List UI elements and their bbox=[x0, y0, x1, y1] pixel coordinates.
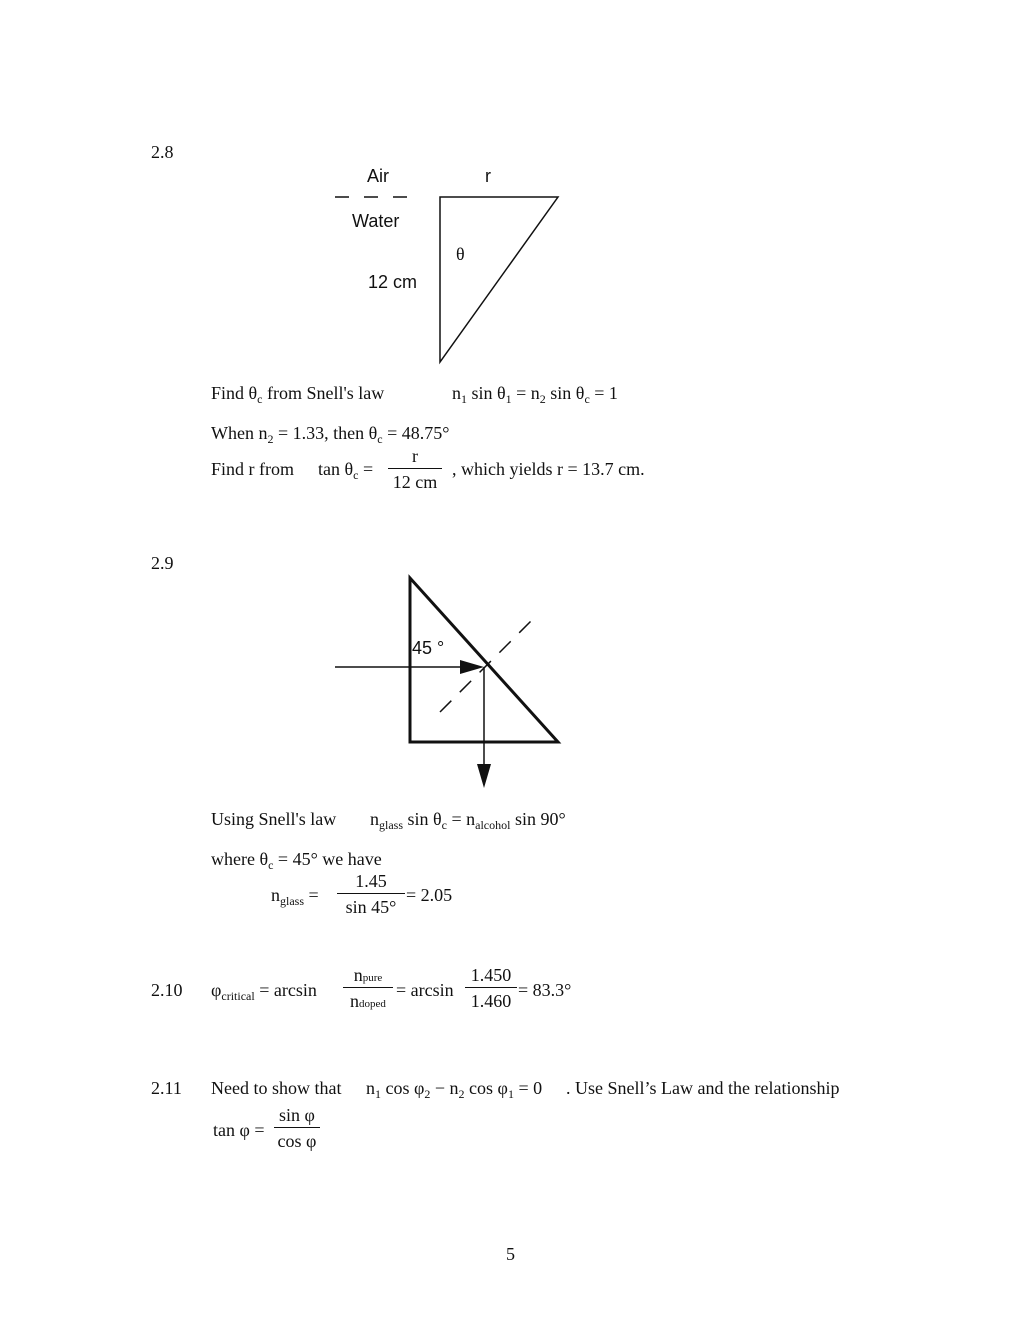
subscript: glass bbox=[280, 894, 304, 908]
subscript: c bbox=[257, 392, 263, 406]
text-fragment: n bbox=[370, 809, 379, 829]
text-fragment: = 45° we have bbox=[273, 849, 382, 869]
where-line bbox=[211, 849, 382, 872]
subscript: c bbox=[441, 818, 447, 832]
need-to-show-text: Need to show that bbox=[211, 1078, 342, 1098]
fraction-bar bbox=[465, 987, 517, 988]
critical-angle-line bbox=[211, 423, 450, 446]
snell-equation-2-9 bbox=[370, 809, 566, 832]
numerator: sin φ bbox=[279, 1105, 315, 1125]
snell-equation-2-8 bbox=[452, 383, 618, 406]
text-fragment: sin θ bbox=[545, 383, 585, 403]
problem-2-11-label: 2.11 bbox=[151, 1078, 182, 1098]
text-fragment: n bbox=[271, 885, 280, 905]
subscript: c bbox=[377, 432, 383, 446]
snell-line-2-9: Using Snell's law bbox=[211, 809, 337, 829]
fraction-bar bbox=[337, 893, 405, 894]
subscript: c bbox=[353, 468, 359, 482]
tan-phi-label: tan φ = bbox=[213, 1120, 265, 1140]
problem-2-9-label: 2.9 bbox=[151, 553, 174, 573]
problem-2-8-label: 2.8 bbox=[151, 142, 174, 162]
snell-relationship-text: . Use Snell’s Law and the relationship bbox=[566, 1078, 840, 1098]
text-fragment: = arcsin bbox=[254, 980, 317, 1000]
text-fragment: sin θ bbox=[467, 383, 506, 403]
theta-label: θ bbox=[456, 244, 465, 264]
text-fragment: = bbox=[304, 885, 319, 905]
text-fragment: where θ bbox=[211, 849, 269, 869]
water-label: Water bbox=[352, 211, 400, 231]
text-fragment: = bbox=[358, 459, 374, 479]
text-fragment: = 1 bbox=[589, 383, 618, 403]
subscript: 1 bbox=[507, 1087, 514, 1101]
subscript: c bbox=[268, 858, 274, 872]
subscript: glass bbox=[379, 818, 403, 832]
phi-critical-expression bbox=[211, 980, 317, 1003]
denominator: 1.460 bbox=[470, 991, 512, 1011]
problem-2-10-label: 2.10 bbox=[151, 980, 183, 1000]
text-fragment: sin 90° bbox=[510, 809, 566, 829]
text-fragment: from Snell's law bbox=[262, 383, 385, 403]
text-fragment: cos φ bbox=[464, 1078, 508, 1098]
snell-line-2-8 bbox=[211, 383, 385, 406]
text-fragment: When n bbox=[211, 423, 268, 443]
text-fragment: n bbox=[353, 965, 363, 985]
fraction-bar bbox=[343, 987, 393, 988]
text-fragment: tan θ bbox=[318, 459, 354, 479]
fraction-n-glass bbox=[337, 872, 405, 916]
phi-critical-result: = 83.3° bbox=[518, 980, 572, 1000]
fraction-bar bbox=[274, 1127, 320, 1128]
find-r-label: Find r from bbox=[211, 459, 294, 479]
numerator: 1.450 bbox=[470, 965, 512, 985]
subscript: 2 bbox=[539, 392, 546, 406]
text-fragment: n bbox=[452, 383, 461, 403]
text-fragment: φ bbox=[211, 980, 222, 1000]
r-label: r bbox=[485, 166, 491, 186]
text-fragment: n bbox=[366, 1078, 375, 1098]
text-fragment: − n bbox=[430, 1078, 459, 1098]
subscript: 1 bbox=[461, 392, 467, 406]
equation-2-11 bbox=[366, 1078, 543, 1101]
depth-label: 12 cm bbox=[368, 272, 418, 292]
fraction-r-over-12cm bbox=[388, 447, 442, 491]
arcsin-2: = arcsin bbox=[396, 980, 454, 1000]
subscript: 2 bbox=[424, 1087, 431, 1101]
text-fragment: = n bbox=[511, 383, 540, 403]
denominator: 12 cm bbox=[392, 472, 438, 492]
fraction-n-pure-over-n-doped bbox=[343, 966, 393, 1010]
air-label: Air bbox=[367, 166, 389, 186]
text-fragment: = 48.75° bbox=[382, 423, 450, 443]
numerator: r bbox=[412, 446, 418, 466]
n-glass-expression bbox=[271, 885, 319, 908]
subscript: 2 bbox=[458, 1087, 465, 1101]
right-triangle-2-8 bbox=[440, 197, 558, 362]
reflected-arrowhead bbox=[477, 764, 491, 788]
subscript: 1 bbox=[505, 392, 512, 406]
subscript: 1 bbox=[375, 1087, 381, 1101]
text-fragment: n bbox=[350, 991, 360, 1011]
page-number: 5 bbox=[506, 1244, 515, 1264]
subscript: alcohol bbox=[475, 818, 511, 832]
text-fragment: = 0 bbox=[513, 1078, 543, 1098]
n-glass-result: = 2.05 bbox=[406, 885, 453, 905]
subscript: pure bbox=[362, 972, 383, 984]
text-fragment: = n bbox=[446, 809, 476, 829]
numerator bbox=[343, 966, 393, 984]
denominator: cos φ bbox=[277, 1131, 317, 1151]
text-fragment: Find θ bbox=[211, 383, 258, 403]
subscript: 2 bbox=[267, 432, 274, 446]
fraction-sin-over-cos bbox=[274, 1106, 320, 1150]
text-fragment: = 1.33, then θ bbox=[273, 423, 378, 443]
numerator: 1.45 bbox=[355, 871, 387, 891]
fraction-bar bbox=[388, 468, 442, 469]
tan-expression bbox=[318, 459, 374, 482]
angle-label: 45 ° bbox=[412, 638, 445, 658]
text-fragment: cos φ bbox=[381, 1078, 425, 1098]
text-fragment: sin θ bbox=[403, 809, 442, 829]
subscript: doped bbox=[359, 998, 386, 1010]
denominator bbox=[343, 992, 393, 1010]
diagram-2-9 bbox=[335, 578, 558, 788]
result-r: , which yields r = 13.7 cm. bbox=[452, 459, 645, 479]
subscript: critical bbox=[221, 989, 255, 1003]
denominator: sin 45° bbox=[345, 897, 397, 917]
fraction-1450-over-1460 bbox=[465, 966, 517, 1010]
subscript: c bbox=[584, 392, 590, 406]
